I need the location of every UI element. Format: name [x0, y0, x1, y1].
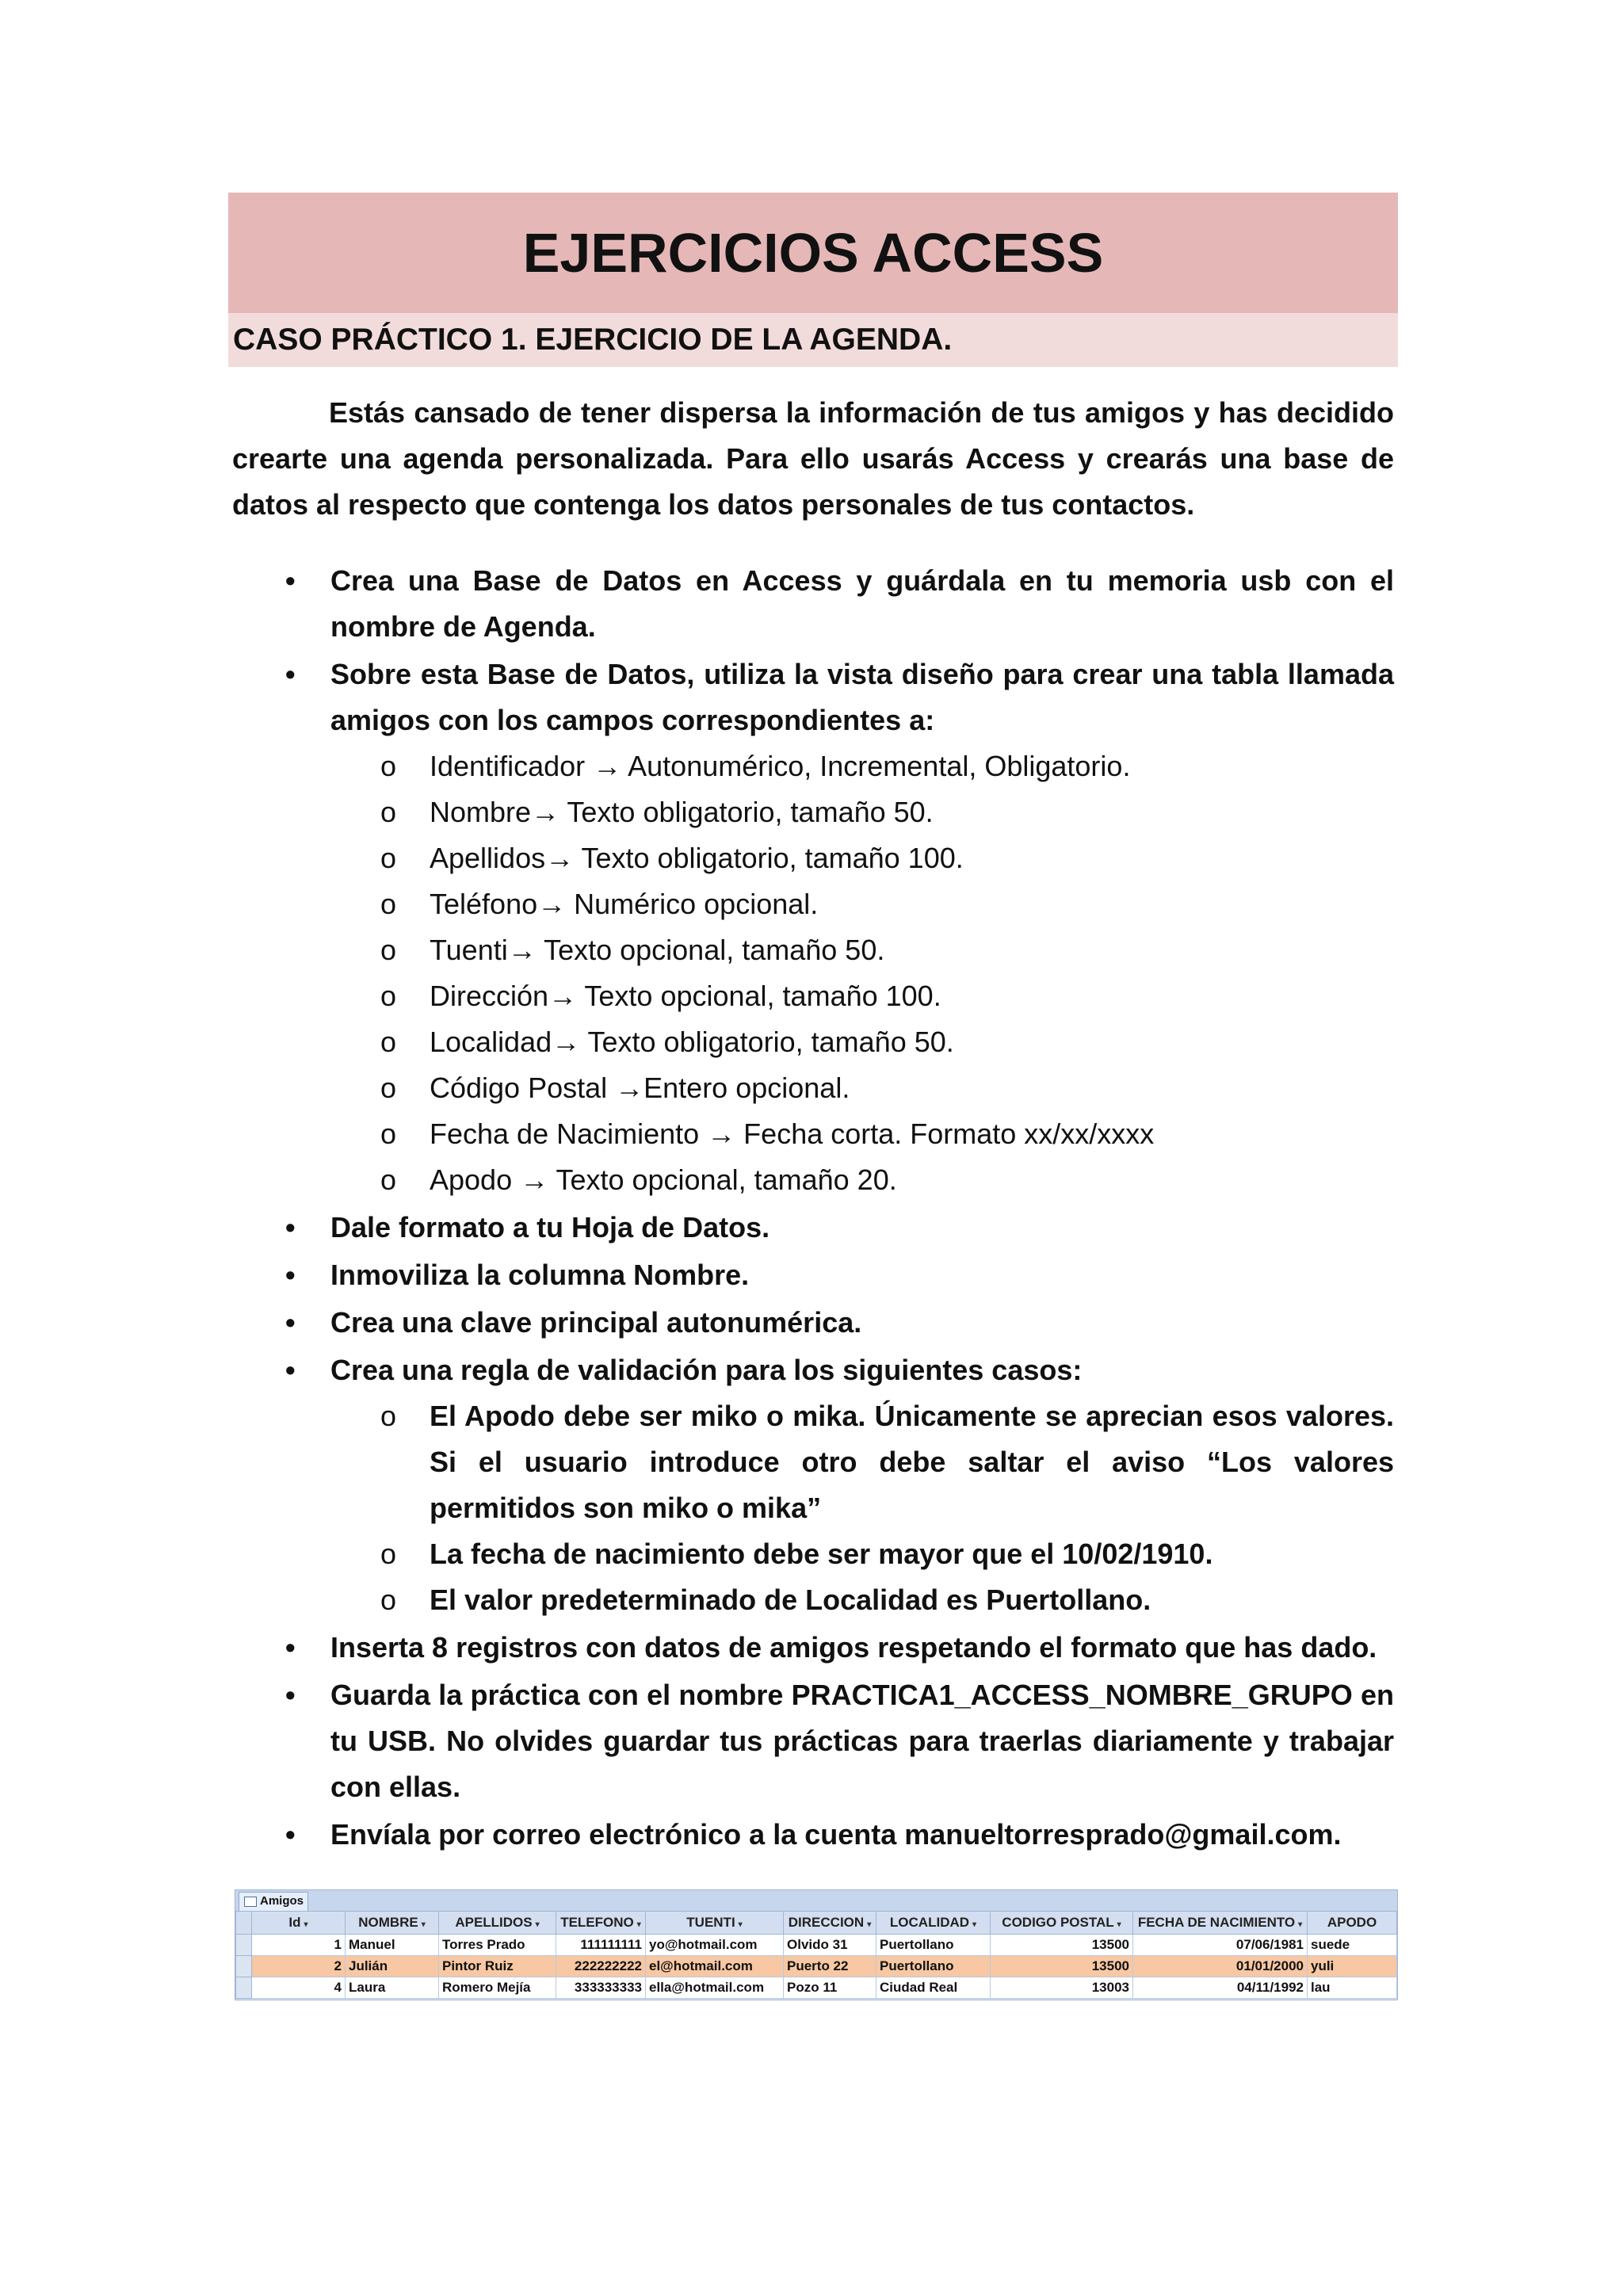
- column-header[interactable]: DIRECCION ▾: [784, 1912, 876, 1935]
- rule-item: o El Apodo debe ser miko o mika. Únicamente se aprecian esos valores. Si el usuario introduce otro debe saltar el aviso “Los valores permitidos son miko o mika”: [232, 1393, 1394, 1531]
- column-header[interactable]: NOMBRE ▾: [346, 1912, 439, 1935]
- field-item: o Identificador → Autonumérico, Incremental, Obligatorio.: [232, 743, 1394, 789]
- circle-bullet-icon: o: [380, 1163, 397, 1196]
- circle-bullet-icon: o: [380, 796, 397, 828]
- sort-arrow-icon: ▾: [535, 1920, 540, 1929]
- field-item: o Dirección→ Texto opcional, tamaño 100.: [232, 973, 1394, 1019]
- bullet-icon: •: [285, 1631, 296, 1664]
- access-table-screenshot: [235, 1889, 1398, 2000]
- field-item: o Tuenti→ Texto opcional, tamaño 50.: [232, 927, 1394, 973]
- field-item: o Fecha de Nacimiento → Fecha corta. Formato xx/xx/xxxx: [232, 1111, 1394, 1157]
- circle-bullet-icon: o: [380, 1072, 397, 1104]
- sort-arrow-icon: ▾: [304, 1920, 308, 1929]
- table-row[interactable]: 4 Laura Romero Mejía 333333333 ella@hotmail.com Pozo 11 Ciudad Real 13003 04/11/1992 lau: [236, 1977, 1397, 1999]
- rule-item: o El valor predeterminado de Localidad es Puertollano.: [232, 1577, 1394, 1623]
- sort-arrow-icon: ▾: [738, 1920, 743, 1929]
- rules-list: [330, 1393, 1394, 1623]
- list-item: • Crea una regla de validación para los siguientes casos: o El Apodo debe ser miko o mika. Únicamente se aprecian esos valores. Si el usuario introduce otro debe saltar el aviso “Los valores permitidos son miko o mika” o La fecha de nacimiento debe ser mayor que el 10/02/1910. o El valor predeterminado de Localidad es Puertollano.: [232, 1347, 1394, 1623]
- bullet-icon: •: [285, 1679, 296, 1711]
- table-row[interactable]: 2 Julián Pintor Ruiz 222222222 el@hotmail.com Puerto 22 Puertollano 13500 01/01/2000 yuli: [236, 1956, 1397, 1977]
- tab-bar: [235, 1890, 1397, 1911]
- exercise-list: [232, 558, 1394, 1859]
- list-item: • Inserta 8 registros con datos de amigos respetando el formato que has dado.: [232, 1625, 1394, 1671]
- circle-bullet-icon: o: [380, 842, 397, 874]
- select-all-cell[interactable]: [236, 1912, 252, 1935]
- datasheet-table: [235, 1911, 1397, 1999]
- row-selector[interactable]: [236, 1977, 252, 1999]
- bullet-icon: •: [285, 1259, 296, 1291]
- column-header[interactable]: FECHA DE NACIMIENTO ▾: [1133, 1912, 1308, 1935]
- table-row[interactable]: 1 Manuel Torres Prado 111111111 yo@hotmail.com Olvido 31 Puertollano 13500 07/06/1981 suede: [236, 1935, 1397, 1956]
- table-icon: [244, 1897, 257, 1907]
- case-heading: CASO PRÁCTICO 1. EJERCICIO DE LA AGENDA.: [233, 323, 953, 357]
- tab-amigos[interactable]: Amigos: [239, 1892, 308, 1911]
- list-item: • Dale formato a tu Hoja de Datos.: [232, 1205, 1394, 1251]
- column-header[interactable]: LOCALIDAD ▾: [876, 1912, 991, 1935]
- circle-bullet-icon: o: [380, 1584, 397, 1616]
- table-header-row: [236, 1912, 1397, 1935]
- document-title: EJERCICIOS ACCESS: [522, 222, 1104, 284]
- circle-bullet-icon: o: [380, 1117, 397, 1150]
- column-header[interactable]: TUENTI ▾: [646, 1912, 784, 1935]
- list-item: • Envíala por correo electrónico a la cuenta manueltorresprado@gmail.com.: [232, 1812, 1394, 1858]
- sort-arrow-icon: ▾: [636, 1920, 641, 1929]
- bullet-icon: •: [285, 564, 296, 597]
- circle-bullet-icon: o: [380, 1026, 397, 1058]
- sort-arrow-icon: ▾: [1117, 1920, 1121, 1929]
- circle-bullet-icon: o: [380, 980, 397, 1012]
- bullet-icon: •: [285, 1818, 296, 1851]
- sort-arrow-icon: ▾: [421, 1920, 426, 1929]
- circle-bullet-icon: o: [380, 750, 397, 782]
- field-item: o Código Postal →Entero opcional.: [232, 1065, 1394, 1111]
- row-selector[interactable]: [236, 1956, 252, 1977]
- circle-bullet-icon: o: [380, 888, 397, 920]
- subtitle-band: [228, 313, 1398, 367]
- list-item: • Inmoviliza la columna Nombre.: [232, 1252, 1394, 1298]
- list-item: • Crea una Base de Datos en Access y guárdala en tu memoria usb con el nombre de Agenda.: [232, 558, 1394, 650]
- bullet-icon: •: [285, 1306, 296, 1339]
- row-selector[interactable]: [236, 1935, 252, 1956]
- title-band: [228, 193, 1398, 313]
- circle-bullet-icon: o: [380, 1400, 397, 1432]
- bullet-icon: •: [285, 1211, 296, 1244]
- field-item: o Localidad→ Texto obligatorio, tamaño 50.: [232, 1019, 1394, 1065]
- column-header[interactable]: APELLIDOS ▾: [439, 1912, 556, 1935]
- field-item: o Nombre→ Texto obligatorio, tamaño 50.: [232, 789, 1394, 835]
- sort-arrow-icon: ▾: [867, 1920, 872, 1929]
- field-item: o Apellidos→ Texto obligatorio, tamaño 100.: [232, 835, 1394, 881]
- field-item: o Apodo → Texto opcional, tamaño 20.: [232, 1157, 1394, 1203]
- circle-bullet-icon: o: [380, 1538, 397, 1570]
- sort-arrow-icon: ▾: [1298, 1920, 1303, 1929]
- rule-item: o La fecha de nacimiento debe ser mayor que el 10/02/1910.: [232, 1531, 1394, 1577]
- sort-arrow-icon: ▾: [972, 1920, 977, 1929]
- column-header[interactable]: TELEFONO ▾: [556, 1912, 646, 1935]
- fields-list: [330, 743, 1394, 1203]
- list-item: • Sobre esta Base de Datos, utiliza la vista diseño para crear una tabla llamada amigos con los campos correspondientes a: o Identificador → Autonumérico, Incremental, Obligatorio. o Nombre→ Texto obligatorio, tamaño 50. o Apellidos→ Texto obligatorio, tamaño 100. o Teléfono→ Numérico opcional. o Tuenti→ Texto opcional, tamaño 50. o Dirección→ Texto opcional, tamaño 100. o Localidad→ Texto obligatorio, tamaño 50. o Código Postal →Entero opcional. o Fecha de Nacimiento → Fecha corta. Formato xx/xx/xxxx o Apodo → Texto opcional, tamaño 20.: [232, 651, 1394, 1203]
- list-item: • Crea una clave principal autonumérica.: [232, 1300, 1394, 1346]
- bullet-icon: •: [285, 658, 296, 690]
- intro-paragraph: Estás cansado de tener dispersa la información de tus amigos y has decidido crearte una agenda personalizada. Para ello usarás Access y crearás una base de datos al respecto que contenga los datos personales de tus contactos.: [232, 396, 1394, 521]
- list-item: • Guarda la práctica con el nombre PRACTICA1_ACCESS_NOMBRE_GRUPO en tu USB. No olvides guardar tus prácticas para traerlas diariamente y trabajar con ellas.: [232, 1672, 1394, 1810]
- column-header[interactable]: APODO: [1308, 1912, 1397, 1935]
- circle-bullet-icon: o: [380, 934, 397, 966]
- field-item: o Teléfono→ Numérico opcional.: [232, 881, 1394, 927]
- bullet-icon: •: [285, 1354, 296, 1386]
- column-header[interactable]: CODIGO POSTAL ▾: [991, 1912, 1133, 1935]
- column-header[interactable]: Id ▾: [252, 1912, 346, 1935]
